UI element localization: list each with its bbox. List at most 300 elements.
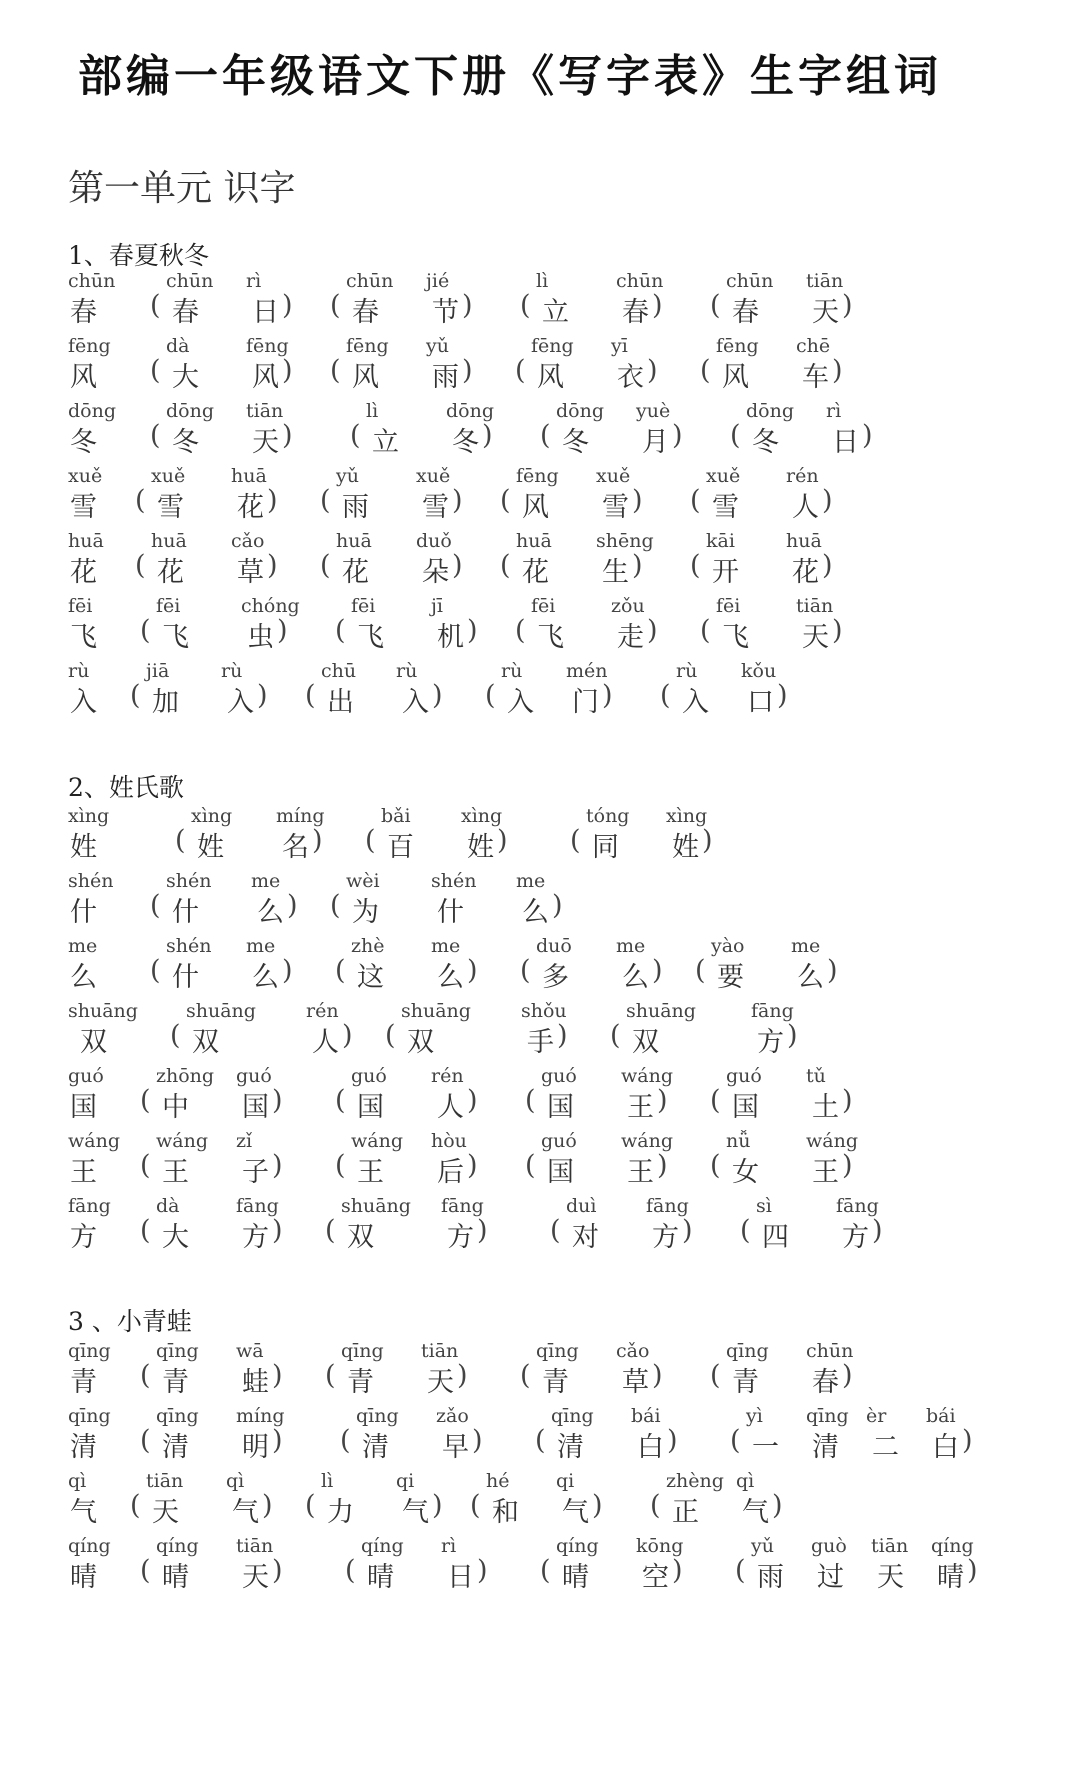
pinyin: xuě [706, 465, 741, 487]
lesson-heading: 1、春夏秋冬 [68, 241, 209, 270]
pinyin: fāng [646, 1195, 689, 1217]
pinyin: qīng [356, 1405, 399, 1427]
hanzi: 白 [932, 1432, 959, 1463]
hanzi: 草 [237, 557, 264, 588]
hanzi: 晴 [70, 1562, 97, 1593]
hanzi: 雪 [157, 492, 184, 523]
hanzi: 花 [157, 557, 184, 588]
open-paren: ( [650, 1490, 661, 1521]
pinyin: wáng [621, 1065, 673, 1087]
open-paren: ( [525, 1150, 536, 1181]
pinyin: duǒ [416, 530, 452, 552]
hanzi: 土 [812, 1092, 839, 1123]
pinyin: chūn [346, 270, 394, 292]
hanzi: 双 [347, 1222, 374, 1253]
close-paren: ) [962, 1425, 973, 1456]
pinyin: fēng [516, 465, 559, 487]
pinyin: xuě [151, 465, 186, 487]
pinyin: kōng [636, 1535, 684, 1557]
hanzi: 么 [437, 962, 464, 993]
pinyin: guó [726, 1065, 762, 1087]
pinyin: me [68, 935, 98, 957]
pinyin: qīng [551, 1405, 594, 1427]
hanzi: 清 [70, 1432, 97, 1463]
hanzi: 方 [757, 1027, 784, 1058]
pinyin: fāng [751, 1000, 794, 1022]
pinyin: xìng [191, 805, 233, 827]
close-paren: ) [772, 1490, 783, 1521]
character-row [0, 465, 1080, 525]
hanzi: 女 [732, 1157, 759, 1188]
close-paren: ) [282, 355, 293, 386]
hanzi: 天 [427, 1367, 454, 1398]
pinyin: shén [166, 870, 212, 892]
open-paren: ( [175, 825, 186, 856]
pinyin: lì [321, 1470, 334, 1492]
pinyin: dà [156, 1195, 180, 1217]
close-paren: ) [652, 955, 663, 986]
open-paren: ( [485, 680, 496, 711]
hanzi: 方 [447, 1222, 474, 1253]
close-paren: ) [432, 680, 443, 711]
close-paren: ) [557, 1020, 568, 1051]
close-paren: ) [777, 680, 788, 711]
hanzi: 加 [152, 687, 179, 718]
hanzi: 子 [242, 1157, 269, 1188]
pinyin: wèi [346, 870, 380, 892]
open-paren: ( [540, 1555, 551, 1586]
close-paren: ) [262, 1490, 273, 1521]
hanzi: 对 [572, 1222, 599, 1253]
pinyin: rù [68, 660, 90, 682]
pinyin: cǎo [231, 530, 265, 552]
open-paren: ( [535, 1425, 546, 1456]
hanzi: 天 [802, 622, 829, 653]
character-row [0, 1470, 1080, 1530]
hanzi: 飞 [162, 622, 189, 653]
open-paren: ( [710, 290, 721, 321]
pinyin: huā [786, 530, 822, 552]
hanzi: 衣 [617, 362, 644, 393]
hanzi: 花 [792, 557, 819, 588]
hanzi: 多 [542, 962, 569, 993]
pinyin: guó [351, 1065, 387, 1087]
hanzi: 入 [682, 687, 709, 718]
pinyin: lì [366, 400, 379, 422]
hanzi: 草 [622, 1367, 649, 1398]
open-paren: ( [130, 1490, 141, 1521]
hanzi: 大 [172, 362, 199, 393]
pinyin: qīng [68, 1340, 111, 1362]
pinyin: rù [501, 660, 523, 682]
pinyin: huā [336, 530, 372, 552]
hanzi: 晴 [937, 1562, 964, 1593]
open-paren: ( [150, 890, 161, 921]
pinyin: jī [431, 595, 443, 617]
hanzi: 雨 [342, 492, 369, 523]
pinyin: zǎo [436, 1405, 469, 1427]
close-paren: ) [272, 1555, 283, 1586]
open-paren: ( [330, 355, 341, 386]
pinyin: zhèng [666, 1470, 724, 1492]
close-paren: ) [267, 485, 278, 516]
hanzi: 同 [592, 832, 619, 863]
hanzi: 双 [407, 1027, 434, 1058]
hanzi: 雨 [432, 362, 459, 393]
hanzi: 青 [70, 1367, 97, 1398]
pinyin: kāi [706, 530, 735, 552]
open-paren: ( [140, 615, 151, 646]
hanzi: 百 [387, 832, 414, 863]
hanzi: 国 [547, 1157, 574, 1188]
pinyin: xìng [461, 805, 503, 827]
open-paren: ( [695, 955, 706, 986]
open-paren: ( [335, 615, 346, 646]
open-paren: ( [135, 550, 146, 581]
lesson-heading: 2、姓氏歌 [68, 773, 184, 802]
pinyin: rù [396, 660, 418, 682]
pinyin: yǔ [426, 335, 449, 357]
hanzi: 蛙 [242, 1367, 269, 1398]
hanzi: 气 [562, 1497, 589, 1528]
hanzi: 口 [747, 687, 774, 718]
open-paren: ( [470, 1490, 481, 1521]
pinyin: me [516, 870, 546, 892]
pinyin: dōng [446, 400, 495, 422]
hanzi: 人 [312, 1027, 339, 1058]
pinyin: zǒu [611, 595, 645, 617]
character-row [0, 595, 1080, 655]
character-row [0, 400, 1080, 460]
hanzi: 国 [357, 1092, 384, 1123]
open-paren: ( [660, 680, 671, 711]
hanzi: 开 [712, 557, 739, 588]
pinyin: shén [166, 935, 212, 957]
hanzi: 王 [162, 1157, 189, 1188]
character-row [0, 1000, 1080, 1060]
hanzi: 晴 [562, 1562, 589, 1593]
hanzi: 冬 [70, 427, 97, 458]
hanzi: 气 [70, 1497, 97, 1528]
pinyin: chóng [241, 595, 300, 617]
hanzi: 么 [70, 962, 97, 993]
hanzi: 雪 [712, 492, 739, 523]
hanzi: 么 [257, 897, 284, 928]
pinyin: dōng [68, 400, 117, 422]
character-row [0, 870, 1080, 930]
hanzi: 天 [812, 297, 839, 328]
close-paren: ) [462, 290, 473, 321]
hanzi: 风 [722, 362, 749, 393]
hanzi: 明 [242, 1432, 269, 1463]
character-row [0, 1130, 1080, 1190]
hanzi: 风 [352, 362, 379, 393]
close-paren: ) [272, 1150, 283, 1181]
close-paren: ) [787, 1020, 798, 1051]
close-paren: ) [477, 1215, 488, 1246]
pinyin: míng [236, 1405, 285, 1427]
open-paren: ( [305, 680, 316, 711]
pinyin: huā [231, 465, 267, 487]
hanzi: 天 [242, 1562, 269, 1593]
pinyin: me [431, 935, 461, 957]
hanzi: 花 [70, 557, 97, 588]
open-paren: ( [140, 1150, 151, 1181]
hanzi: 春 [732, 297, 759, 328]
pinyin: rì [826, 400, 842, 422]
hanzi: 春 [622, 297, 649, 328]
pinyin: fāng [441, 1195, 484, 1217]
hanzi: 气 [402, 1497, 429, 1528]
open-paren: ( [690, 485, 701, 516]
pinyin: qīng [156, 1340, 199, 1362]
hanzi: 花 [342, 557, 369, 588]
hanzi: 日 [447, 1562, 474, 1593]
pinyin: shēng [596, 530, 654, 552]
close-paren: ) [827, 955, 838, 986]
close-paren: ) [482, 420, 493, 451]
pinyin: chūn [616, 270, 664, 292]
hanzi: 过 [817, 1562, 844, 1593]
pinyin: xuě [68, 465, 103, 487]
pinyin: míng [276, 805, 325, 827]
pinyin: wā [236, 1340, 264, 1362]
hanzi: 王 [627, 1092, 654, 1123]
hanzi: 名 [282, 832, 309, 863]
unit-title: 第一单元 识字 [68, 168, 296, 209]
pinyin: me [246, 935, 276, 957]
close-paren: ) [832, 355, 843, 386]
hanzi: 飞 [357, 622, 384, 653]
hanzi: 入 [227, 687, 254, 718]
hanzi: 什 [172, 962, 199, 993]
hanzi: 大 [162, 1222, 189, 1253]
pinyin: qíng [361, 1535, 404, 1557]
hanzi: 方 [242, 1222, 269, 1253]
pinyin: lì [536, 270, 549, 292]
pinyin: wáng [351, 1130, 403, 1152]
hanzi: 方 [842, 1222, 869, 1253]
close-paren: ) [672, 1555, 683, 1586]
pinyin: fēi [531, 595, 556, 617]
pinyin: guó [541, 1130, 577, 1152]
open-paren: ( [150, 355, 161, 386]
pinyin: tiān [871, 1535, 909, 1557]
open-paren: ( [350, 420, 361, 451]
pinyin: tiān [236, 1535, 274, 1557]
close-paren: ) [967, 1555, 978, 1586]
hanzi: 风 [70, 362, 97, 393]
hanzi: 车 [802, 362, 829, 393]
open-paren: ( [140, 1215, 151, 1246]
hanzi: 么 [522, 897, 549, 928]
open-paren: ( [500, 485, 511, 516]
open-paren: ( [690, 550, 701, 581]
pinyin: xìng [666, 805, 708, 827]
hanzi: 早 [442, 1432, 469, 1463]
pinyin: zǐ [236, 1130, 253, 1152]
close-paren: ) [842, 290, 853, 321]
hanzi: 飞 [537, 622, 564, 653]
open-paren: ( [150, 420, 161, 451]
character-row [0, 1340, 1080, 1400]
hanzi: 日 [252, 297, 279, 328]
hanzi: 后 [437, 1157, 464, 1188]
close-paren: ) [282, 290, 293, 321]
pinyin: yì [746, 1405, 763, 1427]
character-row [0, 805, 1080, 865]
close-paren: ) [272, 1360, 283, 1391]
pinyin: wáng [156, 1130, 208, 1152]
pinyin: rén [306, 1000, 339, 1022]
open-paren: ( [335, 1085, 346, 1116]
pinyin: tiān [796, 595, 834, 617]
open-paren: ( [135, 485, 146, 516]
close-paren: ) [467, 615, 478, 646]
hanzi: 王 [70, 1157, 97, 1188]
open-paren: ( [320, 485, 331, 516]
open-paren: ( [570, 825, 581, 856]
pinyin: huā [151, 530, 187, 552]
hanzi: 什 [70, 897, 97, 928]
hanzi: 白 [637, 1432, 664, 1463]
pinyin: guó [236, 1065, 272, 1087]
open-paren: ( [170, 1020, 181, 1051]
close-paren: ) [272, 1215, 283, 1246]
close-paren: ) [277, 615, 288, 646]
close-paren: ) [822, 485, 833, 516]
hanzi: 清 [362, 1432, 389, 1463]
hanzi: 王 [812, 1157, 839, 1188]
hanzi: 天 [877, 1562, 904, 1593]
open-paren: ( [130, 680, 141, 711]
close-paren: ) [632, 550, 643, 581]
pinyin: dōng [556, 400, 605, 422]
open-paren: ( [710, 1360, 721, 1391]
hanzi: 正 [672, 1497, 699, 1528]
pinyin: dà [166, 335, 190, 357]
hanzi: 四 [762, 1222, 789, 1253]
hanzi: 国 [70, 1092, 97, 1123]
close-paren: ) [452, 485, 463, 516]
hanzi: 雨 [757, 1562, 784, 1593]
hanzi: 出 [327, 687, 354, 718]
pinyin: shuāng [341, 1195, 411, 1217]
close-paren: ) [312, 825, 323, 856]
open-paren: ( [320, 550, 331, 581]
pinyin: hé [486, 1470, 510, 1492]
pinyin: qīng [156, 1405, 199, 1427]
open-paren: ( [515, 615, 526, 646]
hanzi: 和 [492, 1497, 519, 1528]
pinyin: dōng [746, 400, 795, 422]
hanzi: 姓 [70, 832, 97, 863]
pinyin: fēi [351, 595, 376, 617]
pinyin: tiān [421, 1340, 459, 1362]
pinyin: tóng [586, 805, 630, 827]
close-paren: ) [832, 615, 843, 646]
hanzi: 机 [437, 622, 464, 653]
hanzi: 风 [522, 492, 549, 523]
open-paren: ( [335, 955, 346, 986]
close-paren: ) [462, 355, 473, 386]
close-paren: ) [682, 1215, 693, 1246]
hanzi: 朵 [422, 557, 449, 588]
hanzi: 么 [252, 962, 279, 993]
pinyin: qi [396, 1470, 415, 1492]
hanzi: 飞 [722, 622, 749, 653]
hanzi: 二 [872, 1432, 899, 1463]
hanzi: 月 [642, 427, 669, 458]
hanzi: 双 [632, 1027, 659, 1058]
pinyin: qīng [341, 1340, 384, 1362]
pinyin: chū [321, 660, 357, 682]
close-paren: ) [652, 290, 663, 321]
hanzi: 么 [622, 962, 649, 993]
pinyin: tiān [246, 400, 284, 422]
open-paren: ( [305, 1490, 316, 1521]
hanzi: 姓 [467, 832, 494, 863]
close-paren: ) [267, 550, 278, 581]
hanzi: 节 [432, 297, 459, 328]
close-paren: ) [467, 955, 478, 986]
open-paren: ( [340, 1425, 351, 1456]
character-row [0, 935, 1080, 995]
pinyin: rì [246, 270, 262, 292]
hanzi: 晴 [367, 1562, 394, 1593]
pinyin: me [791, 935, 821, 957]
hanzi: 风 [537, 362, 564, 393]
pinyin: shuāng [626, 1000, 696, 1022]
close-paren: ) [272, 1085, 283, 1116]
pinyin: qíng [556, 1535, 599, 1557]
pinyin: qīng [536, 1340, 579, 1362]
pinyin: fēi [68, 595, 93, 617]
pinyin: fēng [531, 335, 574, 357]
hanzi: 方 [652, 1222, 679, 1253]
hanzi: 中 [162, 1092, 189, 1123]
close-paren: ) [667, 1425, 678, 1456]
close-paren: ) [602, 680, 613, 711]
hanzi: 国 [242, 1092, 269, 1123]
pinyin: fāng [68, 1195, 111, 1217]
hanzi: 青 [347, 1367, 374, 1398]
pinyin: xìng [68, 805, 110, 827]
close-paren: ) [657, 1085, 668, 1116]
pinyin: hòu [431, 1130, 467, 1152]
open-paren: ( [735, 1555, 746, 1586]
open-paren: ( [385, 1020, 396, 1051]
hanzi: 王 [357, 1157, 384, 1188]
close-paren: ) [552, 890, 563, 921]
pinyin: mén [566, 660, 608, 682]
pinyin: chūn [166, 270, 214, 292]
open-paren: ( [345, 1555, 356, 1586]
pinyin: rén [431, 1065, 464, 1087]
hanzi: 天 [252, 427, 279, 458]
pinyin: bái [926, 1405, 956, 1427]
hanzi: 青 [162, 1367, 189, 1398]
hanzi: 花 [522, 557, 549, 588]
hanzi: 清 [812, 1432, 839, 1463]
character-row [0, 530, 1080, 590]
pinyin: shén [68, 870, 114, 892]
open-paren: ( [610, 1020, 621, 1051]
pinyin: fāng [836, 1195, 879, 1217]
close-paren: ) [862, 420, 873, 451]
pinyin: xuě [416, 465, 451, 487]
close-paren: ) [457, 1360, 468, 1391]
